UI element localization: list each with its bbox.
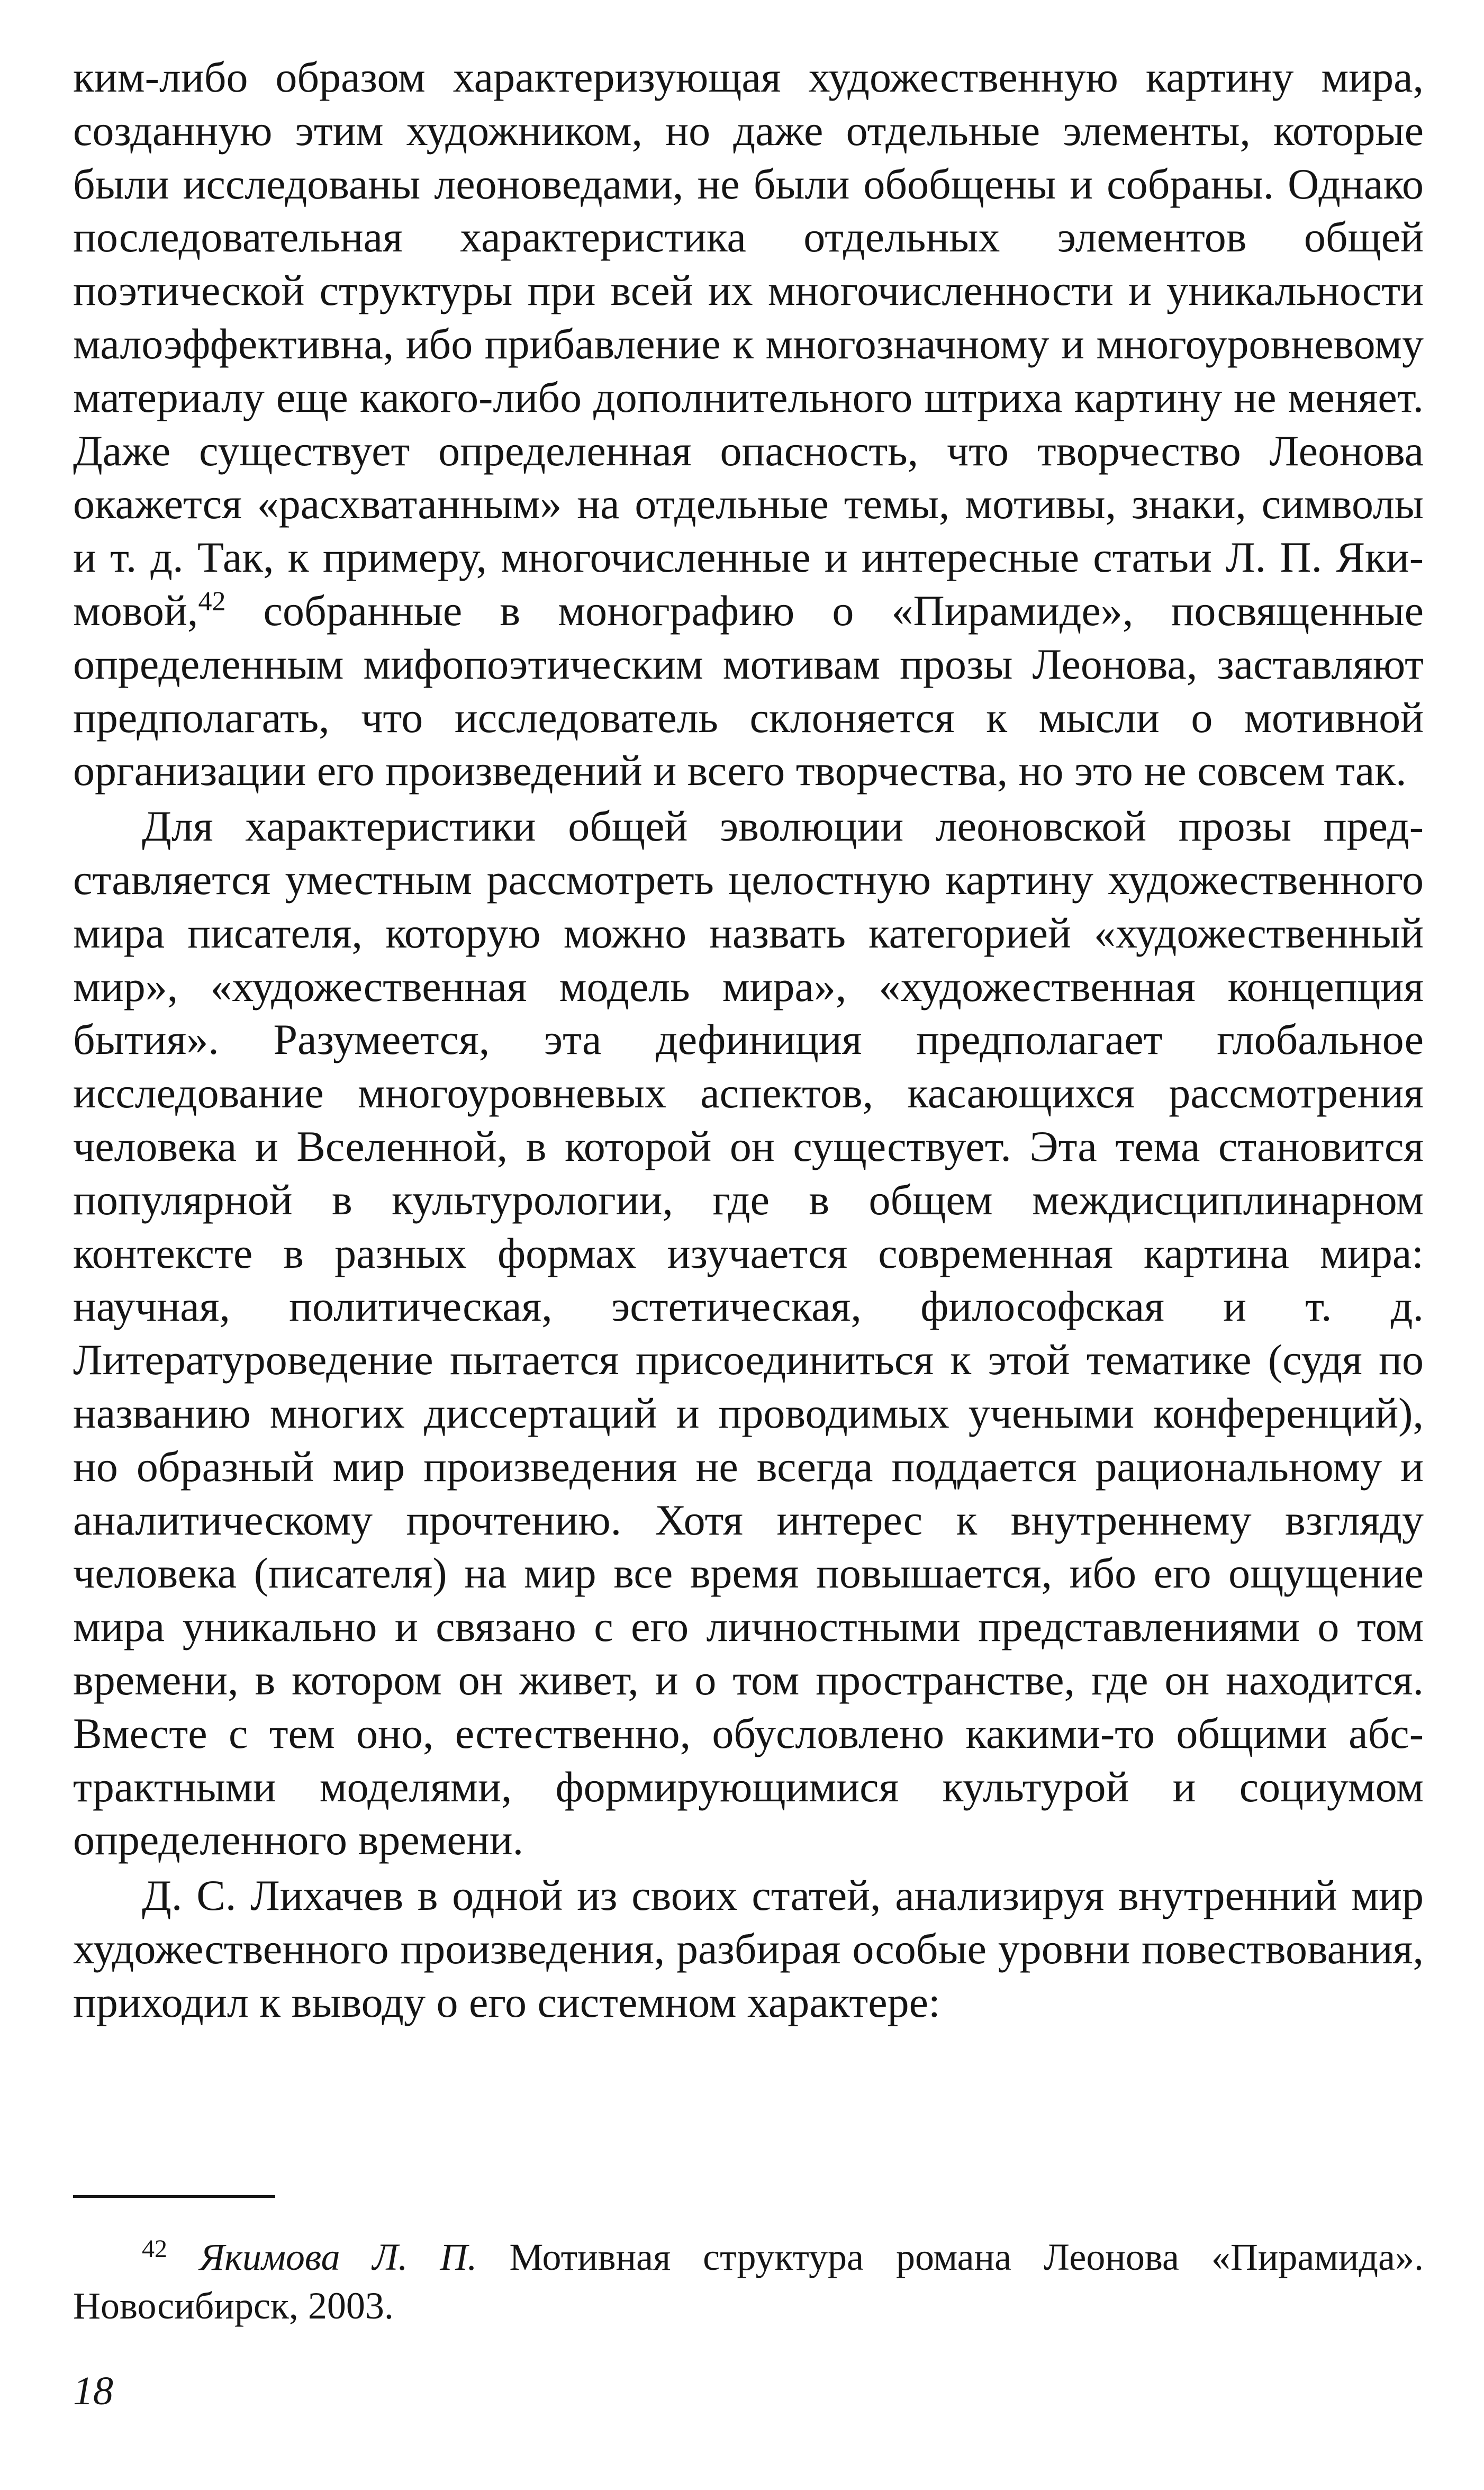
- footnote-number: 42: [142, 2235, 167, 2263]
- page-number: 18: [73, 2369, 113, 2413]
- footnote-reference-42: 42: [198, 586, 226, 617]
- footnote-42: [73, 2233, 1424, 2330]
- main-text: [73, 51, 1424, 2029]
- footnote-separator: [73, 2195, 275, 2198]
- footnote-author: Якимова Л. П.: [199, 2236, 477, 2278]
- paragraph-1-text-b: собранные в монографию о «Пирамиде», посвященные определенным мифопоэтическим мотивам прозы Леонова, заставляют предполагать, что исследователь склоняется к мысли о мотивной организации его произведений и всего творчества, но это не совсем так.: [73, 586, 1424, 795]
- paragraph-2: Для характеристики общей эволюции леоновской прозы представляется уместным рассмотреть целостную картину художественного мира писателя, которую можно назвать категорией «художественный мир», «художественная модель мира», «художественная концепция бытия». Разумеется, эта дефиниция предполагает глобальное исследование многоуровневых аспектов, касающихся рассмотрения человека и Вселенной, в которой он существует. Эта тема становится популярной в культурологии, где в общем междисциплинарном контексте в разных формах изучается современная картина мира: научная, политическая, эстетическая, философская и т. д. Литературоведение пытается присоединиться к этой тематике (судя по названию многих диссертаций и проводимых учеными конференций), но образный мир произведения не всегда поддается рациональному и аналитическому прочтению. Хотя интерес к внутреннему взгляду человека (писателя) на мир все время повышается, ибо его ощущение мира уникально и связано с его личностными представлениями о том времени, в котором он живет, и о том пространстве, где он находится. Вместе с тем оно, естественно, обусловлено какими-то общими абстрактными моделями, формирующимися культурой и социумом определенного времени.: [73, 802, 1424, 1864]
- footnote-text: Мотивная структура романа Леонова «Пирамида». Новосибирск, 2003.: [73, 2236, 1424, 2327]
- paragraph-1-text-a: ким-либо образом характеризующая художественную картину мира, созданную этим художником, но даже отдельные элементы, которые были исследованы леоноведами, не были обобщены и собраны. Однако последовательная характеристика отдельных элементов общей поэтической структуры при всей их многочисленности и уникальности малоэффективна, ибо прибавление к многозначному и многоуровневому материалу еще какого-либо дополнительного штриха картину не меняет. Даже существует определенная опасность, что творчество Леонова окажется «расхватанным» на отдельные темы, мотивы, знаки, символы и т. д. Так, к примеру, многочисленные и интересные статьи Л. П. Якимовой,: [73, 53, 1424, 635]
- paragraph-3: Д. С. Лихачев в одной из своих статей, анализируя внутренний мир художественного произведения, разбирая особые уровни повествования, приходил к выводу о его системном характере:: [73, 1871, 1424, 2026]
- paragraph-1: [73, 51, 1424, 798]
